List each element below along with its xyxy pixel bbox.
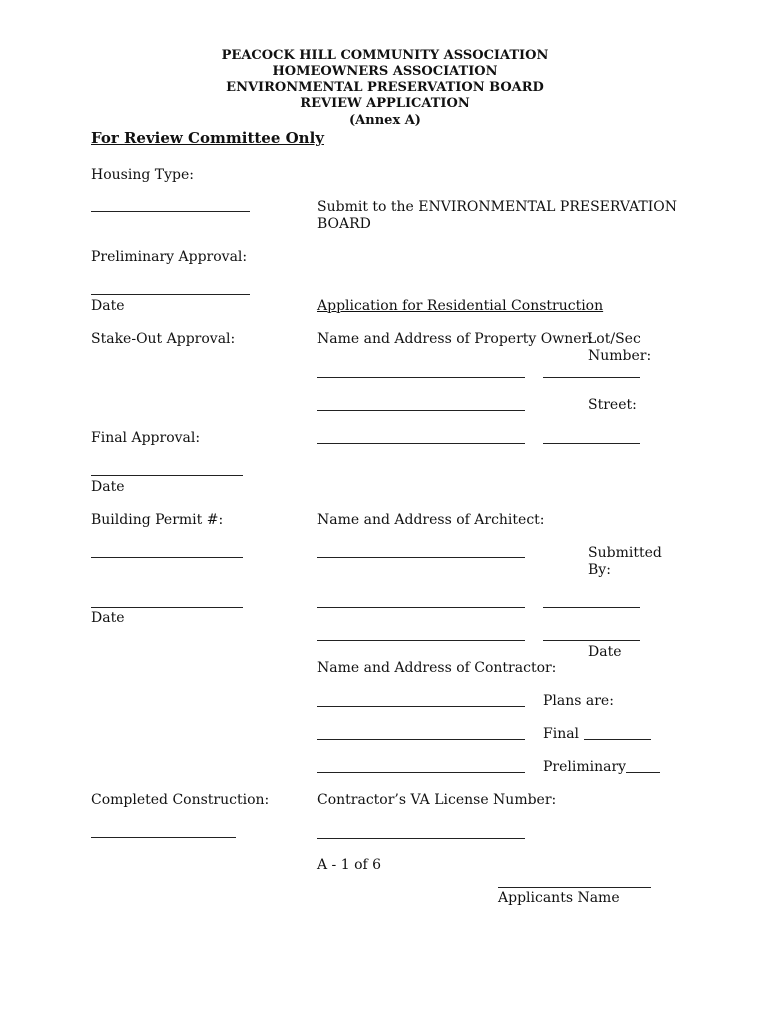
submitted-date-label: Date [588,644,622,660]
submitted-by-label-1: Submitted [588,545,662,561]
contractor-field-3[interactable] [317,772,525,773]
housing-type-field[interactable] [91,211,250,212]
preliminary-date-label: Date [91,298,125,314]
submit-line-2: BOARD [317,216,371,232]
submitted-by-label-2: By: [588,562,611,578]
architect-label: Name and Address of Architect: [317,512,545,528]
plans-preliminary-field[interactable] [626,772,660,773]
lot-sec-field[interactable] [543,377,640,378]
applicants-name-label: Applicants Name [498,890,620,906]
architect-field-3[interactable] [317,640,525,641]
plans-preliminary-label: Preliminary [543,759,627,775]
submitted-by-field[interactable] [543,607,640,608]
architect-field-2[interactable] [317,607,525,608]
owner-field-3[interactable] [317,443,525,444]
application-title: Application for Residential Construction [317,298,604,314]
header-line-2: HOMEOWNERS ASSOCIATION [272,64,498,79]
completed-construction-label: Completed Construction: [91,792,270,808]
completed-construction-field[interactable] [91,837,236,838]
header-line-4: REVIEW APPLICATION [300,96,470,111]
final-approval-field[interactable] [91,475,243,476]
plans-final-label: Final [543,726,580,742]
header-line-1: PEACOCK HILL COMMUNITY ASSOCIATION [221,48,549,63]
building-permit-label: Building Permit #: [91,512,224,528]
building-permit-date-field[interactable] [91,607,243,608]
lot-sec-label-2: Number: [588,348,652,364]
plans-final-field[interactable] [584,739,651,740]
owner-label: Name and Address of Property Owner: [317,331,593,347]
applicants-name-field[interactable] [498,887,651,888]
plans-are-label: Plans are: [543,693,614,709]
street-field[interactable] [543,443,640,444]
lot-sec-label-1: Lot/Sec [587,331,641,347]
building-permit-field[interactable] [91,557,243,558]
owner-field-1[interactable] [317,377,525,378]
stakeout-approval-label: Stake-Out Approval: [91,331,236,347]
preliminary-approval-field[interactable] [91,294,250,295]
housing-type-label: Housing Type: [91,167,194,183]
architect-field-1[interactable] [317,557,525,558]
contractor-field-1[interactable] [317,706,525,707]
committee-title: For Review Committee Only [91,129,324,147]
owner-field-2[interactable] [317,410,525,411]
submit-line-1: Submit to the ENVIRONMENTAL PRESERVATION [317,199,678,215]
contractor-label: Name and Address of Contractor: [317,660,557,676]
submitted-date-field[interactable] [543,640,640,641]
preliminary-approval-label: Preliminary Approval: [91,249,248,265]
final-approval-label: Final Approval: [91,430,201,446]
page-number: A - 1 of 6 [317,857,382,873]
header-line-5: (Annex A) [349,113,421,128]
street-label: Street: [588,397,637,413]
license-label: Contractor’s VA License Number: [317,792,557,808]
final-date-label: Date [91,479,125,495]
license-field[interactable] [317,838,525,839]
contractor-field-2[interactable] [317,739,525,740]
building-permit-date-label: Date [91,610,125,626]
header-line-3: ENVIRONMENTAL PRESERVATION BOARD [226,80,544,95]
